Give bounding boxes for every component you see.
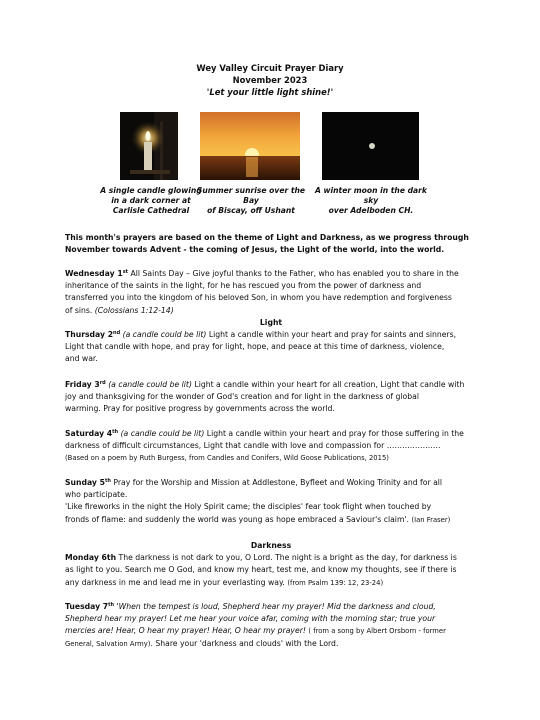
text-run: Monday 6th — [65, 553, 117, 563]
text-run: (a candle could be lit) — [108, 380, 192, 389]
entry-monday — [65, 540, 477, 589]
text-run: . Share your 'darkness and clouds' with the Lord. — [150, 638, 339, 648]
text-run: st — [122, 269, 129, 275]
text-run — [65, 552, 477, 564]
text-run: of sins. — [65, 305, 93, 315]
text-run: Pray for the Worship and Mission at Addlestone, Byfleet and Woking Trinity and for all — [113, 478, 443, 487]
document-subtitle: 'Let your little light shine!' — [206, 87, 334, 97]
text-run: Light a candle within your heart for all creation, Light that candle with — [194, 380, 465, 389]
text-run: (from Psalm 139: 12, 23-24) — [287, 578, 384, 587]
entry-sunday — [65, 477, 477, 526]
text-run: nd — [113, 330, 121, 337]
sunrise-caption: Summer sunrise over the Bay of Biscay, off Ushant — [196, 186, 306, 215]
text-run: mercies are! Hear, O hear my prayer! Hear, O hear my prayer! — [65, 626, 306, 636]
candle-caption: A single candle glowing in a dark corner at Carlisle Cathedral — [100, 186, 202, 215]
text-run: Friday 3 — [65, 380, 100, 389]
text-run: ( from a song by Albert Orsborn - former — [308, 627, 446, 636]
document-header — [0, 62, 540, 98]
text-run: Light a candle within your heart and pray for those suffering in the — [206, 429, 464, 438]
text-run: fronds of flame: and suddenly the world was young as hope embraced a Saviour's claim'. — [65, 514, 409, 524]
intro-paragraph: This month's prayers are based on the theme of Light and Darkness, as we progress through November towards Advent - the coming of Jesus, the Light of the world, into the world. — [65, 233, 469, 255]
text-run — [65, 428, 477, 440]
text-run: Light a candle within your heart and pray for saints and sinners, — [208, 330, 457, 340]
text-run: (Ian Fraser) — [411, 515, 451, 524]
document-title: Wey Valley Circuit Prayer Diary — [196, 63, 344, 73]
text-run — [65, 477, 477, 489]
text-run: joy and thanksgiving for the wonder of God's creation and for light in the darkness of global — [65, 392, 419, 402]
text-run: General, Salvation Army) — [65, 639, 151, 648]
text-run: who participate. — [65, 490, 128, 500]
text-run: 'When the tempest is loud, Shepherd hear my prayer! Mid the darkness and cloud, — [116, 602, 436, 611]
text-run: All Saints Day – Give joyful thanks to the Father, who has enabled you to share in the — [130, 269, 459, 278]
text-run: and war. — [65, 354, 98, 364]
text-run: darkness of difficult circumstances, Light that candle with love and compassion for ………………… — [65, 441, 441, 451]
text-run: inheritance of the saints in the light, for he has rescued you from the power of darkness and — [65, 281, 422, 291]
text-run: Saturday 4 — [65, 429, 113, 438]
text-run: The darkness is not dark to you, O Lord. The night is a bright as the day, for darkness is — [118, 553, 457, 563]
text-run: as light to you. Search me O God, and know my heart, test me, and know my thoughts, see if there is — [65, 565, 457, 575]
entry-tuesday — [65, 601, 477, 650]
text-run: (a candle could be lit) — [122, 330, 207, 340]
moon-photo — [322, 112, 419, 180]
text-run — [65, 625, 477, 637]
text-run: (Based on a poem by Ruth Burgess, from Candles and Conifers, Wild Goose Publications, 2015) — [65, 454, 389, 463]
moon-caption: A winter moon in the dark sky over Adelboden CH. — [315, 186, 427, 215]
text-run: Thursday 2 — [65, 330, 114, 340]
text-run: (Colossians 1:12-14) — [94, 305, 174, 315]
text-run: th — [108, 602, 115, 608]
darkness-heading: Darkness — [250, 541, 292, 550]
text-run — [65, 601, 477, 613]
entry-saturday — [65, 428, 477, 465]
text-run: Wednesday 1 — [65, 269, 123, 278]
text-run — [65, 329, 477, 341]
text-run: 'Like fireworks in the night the Holy Spirit came; the disciples' fear took flight when touched by — [65, 502, 432, 512]
text-run: Light that candle with hope, and pray for light, hope, and peace at this time of darkness, violence, — [65, 342, 445, 352]
text-run: Shepherd hear my prayer! Let me hear your voice afar, coming with the morning star; true your — [65, 614, 436, 624]
text-run: (a candle could be lit) — [120, 429, 205, 438]
text-run — [65, 379, 477, 391]
text-run: Tuesday 7 — [65, 602, 109, 611]
text-run: any darkness in me and lead me in your everlasting way. — [65, 577, 285, 587]
text-run — [65, 577, 477, 589]
text-run: th — [104, 478, 111, 484]
sunrise-photo — [200, 112, 300, 180]
text-run: transferred you into the kingdom of his beloved Son, in whom you have redemption and forgiveness — [65, 293, 452, 303]
light-heading: Light — [259, 317, 283, 327]
text-run — [65, 268, 477, 280]
document-month: November 2023 — [232, 75, 308, 85]
text-run — [65, 514, 477, 526]
entry-wednesday — [65, 268, 477, 366]
text-run: warming. Pray for positive progress by governments across the world. — [65, 404, 335, 414]
entry-friday — [65, 379, 477, 416]
text-run: Sunday 5 — [65, 478, 105, 487]
text-run: rd — [99, 380, 106, 386]
text-run — [65, 638, 477, 650]
candle-photo — [120, 112, 178, 180]
text-run — [65, 305, 477, 317]
text-run: th — [112, 429, 119, 435]
